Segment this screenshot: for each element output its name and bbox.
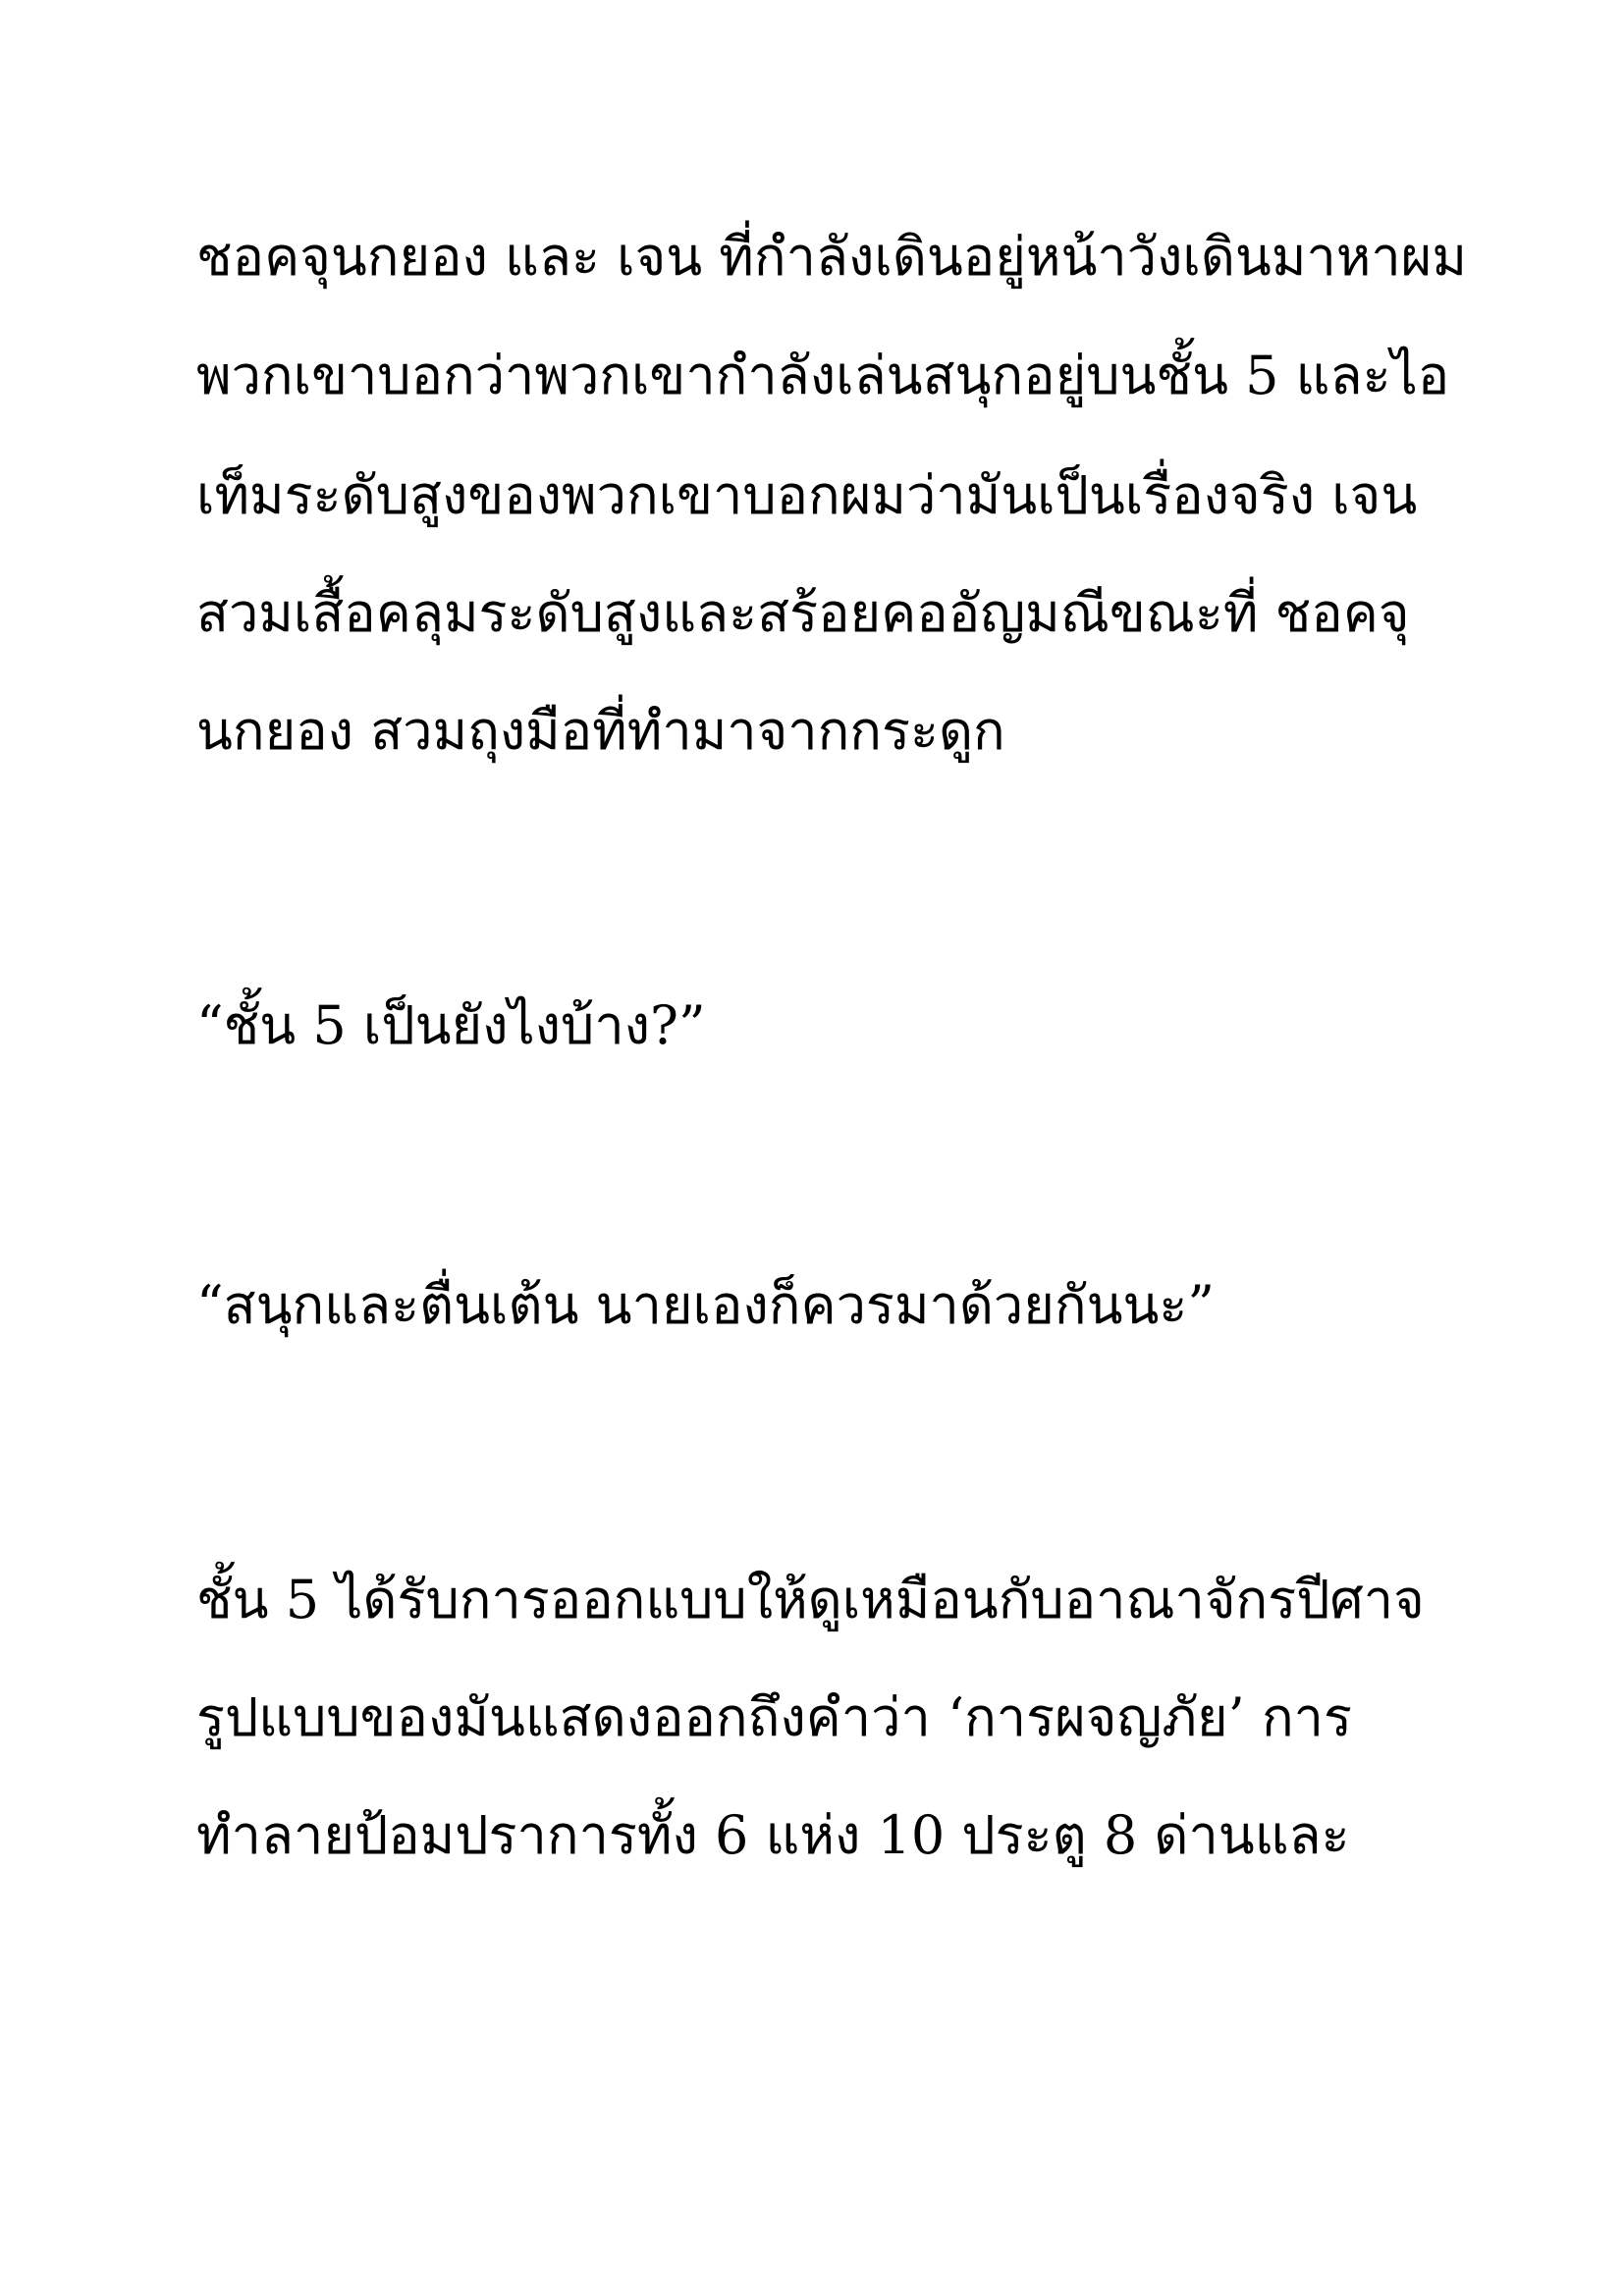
dialogue-2: “สนุกและตื่นเต้น นายเองก็ควรมาด้วยกันนะ” <box>196 1274 1216 1336</box>
paragraph-2-line-1: ชั้น 5 ได้รับการออกแบบให้ดูเหมือนกับอาณาจักรปีศาจ <box>196 1569 1425 1630</box>
paragraph-1-line-3: เท็มระดับสูงของพวกเขาบอกผมว่ามันเป็นเรื่องจริง เจน <box>196 464 1418 526</box>
paragraph-1-line-5: นกยอง สวมถุงมือที่ทำมาจากกระดูก <box>196 700 1005 762</box>
dialogue-1: “ชั้น 5 เป็นยังไงบ้าง?” <box>196 994 706 1056</box>
paragraph-2-line-3: ทำลายป้อมปราการทั้ง 6 แห่ง 10 ประตู 8 ด่านและ <box>196 1804 1350 1866</box>
paragraph-1-line-4: สวมเสื้อคลุมระดับสูงและสร้อยคออัญมณีขณะที่ ชอคจุ <box>196 582 1410 644</box>
paragraph-2-line-2: รูปแบบของมันแสดงออกถึงคำว่า ‘การผจญภัย’ การ <box>196 1686 1353 1748</box>
paragraph-1-line-1: ชอคจุนกยอง และ เจน ที่กำลังเดินอยู่หน้าวังเดินมาหาผม <box>196 226 1467 288</box>
paragraph-1-line-2: พวกเขาบอกว่าพวกเขากำลังเล่นสนุกอยู่บนชั้น 5 และไอ <box>196 345 1450 406</box>
